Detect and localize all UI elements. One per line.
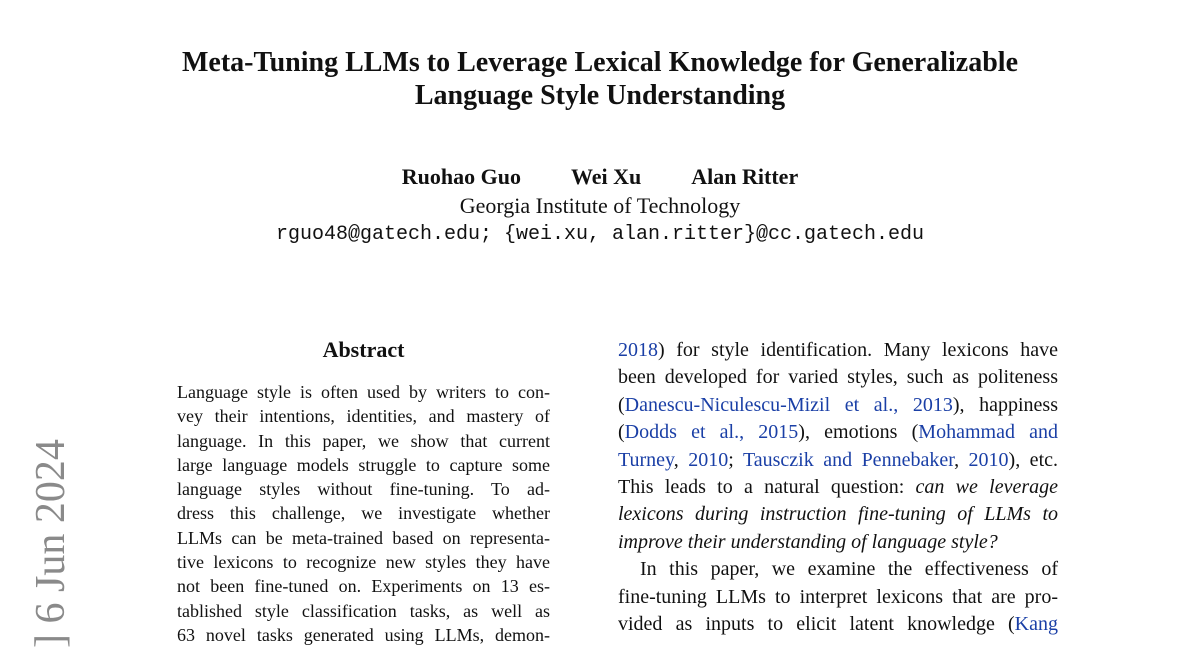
paper-title [0,46,1200,112]
citation-link[interactable]: Kang [1014,613,1058,636]
abstract-line: large language models struggle to capture some [177,454,550,475]
author-name: Alan Ritter [691,164,799,189]
body-text: , [673,448,689,471]
author-name: Wei Xu [571,164,642,189]
citation-link[interactable]: 2010 [688,448,729,471]
body-text: ; [728,448,743,471]
emphasized-text: lexicons during instruction fine-tuning of LLMs to [618,503,1058,526]
body-line: been developed for varied styles, such as politeness [618,366,1058,389]
body-text: ) for style identification. Many lexicons have [658,339,1058,361]
body-line: In this paper, we examine the effectiveness of [640,558,1058,581]
abstract-body [177,380,550,647]
body-line [618,501,1058,528]
body-text: vided as inputs to elicit latent knowledge ( [618,613,1015,636]
body-text: ), emotions ( [798,421,919,444]
abstract-line: language. In this paper, we show that current [177,430,550,451]
abstract-line: Language style is often used by writers to con- [177,382,550,402]
body-text: ), etc. [1008,448,1058,471]
author-emails: rguo48@gatech.edu; {wei.xu, alan.ritter}@cc.gatech.edu [275,223,925,246]
body-line [618,611,1058,638]
emphasized-text: can we leverage [915,476,1058,499]
body-line [618,529,1058,556]
abstract-line: dress this challenge, we investigate whether [177,503,550,524]
body-text: ( [618,393,625,416]
introduction-text [618,337,1058,638]
arxiv-date-stamp: ] 6 Jun 2024 [28,439,74,648]
abstract-line: vey their intentions, identities, and mastery of [177,406,550,427]
abstract-line: tive lexicons to recognize new styles they have [177,552,550,573]
body-line [618,392,1058,419]
body-text: , [954,448,969,471]
citation-link[interactable]: Danescu-Niculescu-Mizil et al., 2013 [624,393,953,416]
body-line [618,337,1058,364]
body-text: ), happiness [952,393,1058,416]
citation-link[interactable]: Dodds et al., 2015 [624,421,799,444]
body-text: ( [618,421,625,444]
abstract-line: 63 novel tasks generated using LLMs, demon- [177,624,550,645]
body-line [618,474,1058,501]
affiliation: Georgia Institute of Technology [459,193,741,218]
citation-link[interactable]: Tausczik and Pennebaker [742,448,955,471]
body-line [618,419,1058,446]
body-line: fine-tuning LLMs to interpret lexicons that are pro- [618,585,1058,608]
abstract-heading: Abstract [322,337,405,362]
author-list [0,162,1200,192]
abstract-line: language styles without fine-tuning. To ad- [177,479,550,500]
author-name: Ruohao Guo [401,164,521,189]
body-line [618,447,1058,474]
abstract-line: tablished style classification tasks, as well as [177,600,550,621]
citation-link[interactable]: 2018 [618,339,658,361]
title-line-2: Language Style Understanding [414,80,786,111]
emphasized-text: improve their understanding of language style? [618,530,998,553]
title-line-1: Meta-Tuning LLMs to Leverage Lexical Knowledge for Generalizable [181,47,1018,78]
citation-link[interactable]: 2010 [968,448,1009,471]
citation-link[interactable]: Mohammad and [918,421,1058,444]
abstract-line: not been fine-tuned on. Experiments on 13 es- [177,576,550,597]
body-text: This leads to a natural question: [618,476,916,499]
abstract-line: LLMs can be meta-trained based on representa- [177,527,550,548]
citation-link[interactable]: Turney [618,448,674,471]
